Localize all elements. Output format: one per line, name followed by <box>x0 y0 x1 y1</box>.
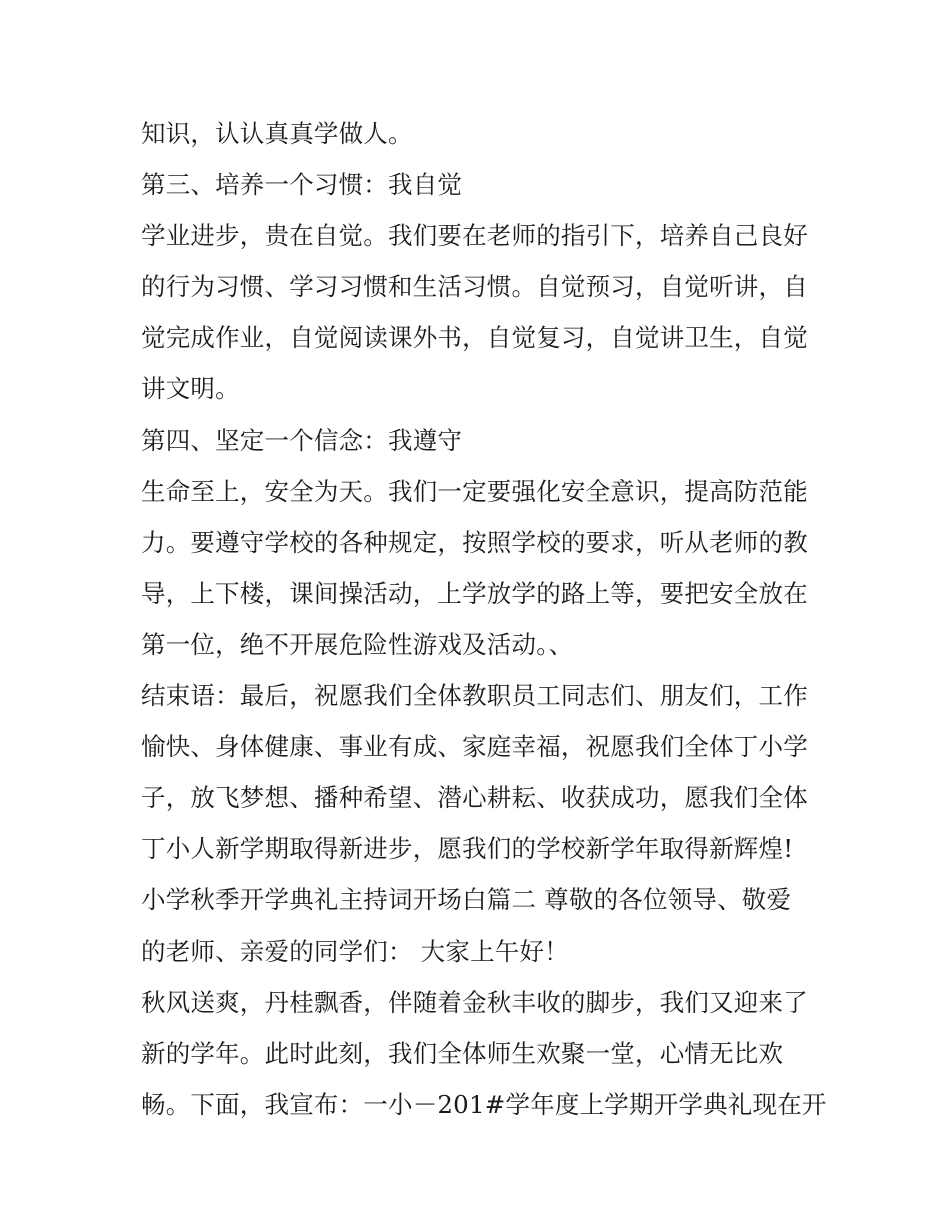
section-heading: 第四、坚定一个信念：我遵守 <box>141 425 463 455</box>
text-line: 秋风送爽，丹桂飘香，伴随着金秋丰收的脚步，我们又迎来了 <box>141 987 808 1017</box>
text-line: 学业进步，贵在自觉。我们要在老师的指引下，培养自己良好 <box>141 221 808 251</box>
text-line: 觉完成作业，自觉阅读课外书，自觉复习，自觉讲卫生，自觉 <box>141 323 808 353</box>
text-line: 新的学年。此时此刻，我们全体师生欢聚一堂，心情无比欢 <box>141 1038 784 1068</box>
text-line: 的行为习惯、学习习惯和生活习惯。自觉预习，自觉听讲，自 <box>141 272 808 302</box>
text-line: 的老师、亲爱的同学们： 大家上午好！ <box>141 936 569 966</box>
text-line: 生命至上，安全为天。我们一定要强化安全意识，提高防范能 <box>141 476 808 506</box>
text-line: 愉快、身体健康、事业有成、家庭幸福，祝愿我们全体丁小学 <box>141 732 808 762</box>
text-line: 第一位，绝不开展危险性游戏及活动。、 <box>141 629 574 659</box>
text-line: 知识，认认真真学做人。 <box>141 119 413 148</box>
text-line: 力。要遵守学校的各种规定，按照学校的要求，听从老师的教 <box>141 527 808 557</box>
text-line: 丁小人新学期取得新进步，愿我们的学校新学年取得新辉煌! <box>141 834 794 864</box>
document-body <box>141 108 827 1130</box>
text-line: 导，上下楼，课间操活动，上学放学的路上等，要把安全放在 <box>141 578 808 608</box>
text-line: 结束语：最后，祝愿我们全体教职员工同志们、朋友们，工作 <box>141 681 808 711</box>
text-line: 小学秋季开学典礼主持词开场白篇二 尊敬的各位领导、敬爱 <box>141 885 792 915</box>
text-line: 讲文明。 <box>141 374 240 404</box>
text-line: 子，放飞梦想、播种希望、潜心耕耘、收获成功，愿我们全体 <box>141 783 808 813</box>
text-line: 畅。下面，我宣布：一小－201#学年度上学期开学典礼现在开 <box>141 1089 827 1119</box>
section-heading: 第三、培养一个习惯：我自觉 <box>141 170 463 200</box>
